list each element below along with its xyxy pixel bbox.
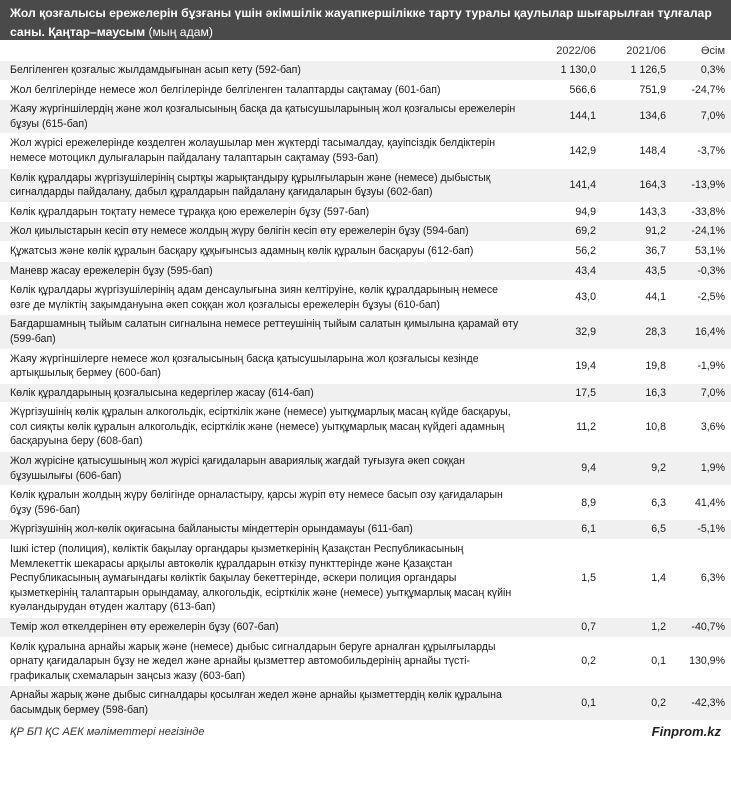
row-value-2022: 144,1 [569, 110, 596, 123]
row-value-2022: 69,2 [575, 225, 596, 238]
brand-logo: Finprom.kz [651, 724, 721, 740]
table-row [0, 686, 731, 720]
row-value-2021: 143,3 [639, 205, 666, 218]
column-header [0, 40, 731, 61]
row-value-2021: 10,8 [645, 420, 666, 433]
row-growth: 53,1% [694, 244, 725, 257]
table-body [0, 61, 731, 721]
row-value-2022: 0,2 [581, 655, 596, 668]
row-value-2022: 8,9 [581, 496, 596, 509]
row-value-2022: 0,1 [581, 696, 596, 709]
column-header-2021: 2021/06 [626, 44, 666, 57]
table-row [0, 61, 731, 81]
table-row [0, 540, 731, 618]
row-value-2021: 0,1 [651, 655, 666, 668]
row-value-2022: 43,0 [575, 291, 596, 304]
row-value-2022: 6,1 [581, 523, 596, 536]
column-header-2022: 2022/06 [556, 44, 596, 57]
table-row [0, 169, 731, 203]
title-text: Жол қозғалысы ережелерін бұзғаны үшін әкімшілік жауапкершілікке тарту туралы қаулылар шығарылған тұлғалар саны. Қаңтар–маусым [10, 6, 712, 39]
row-value-2022: 11,2 [576, 420, 596, 433]
row-growth: 16,4% [694, 325, 725, 338]
row-growth: 6,3% [700, 572, 725, 585]
row-label: Бағдаршамның тыйым салатын сигналына немесе реттеушінің тыйым салатын қимылына қарамай өту (599-бап) [10, 318, 519, 345]
table-row [0, 520, 731, 540]
row-value-2021: 43,5 [645, 264, 666, 277]
table-row [0, 315, 731, 349]
row-label: Көлік құралын жолдың жүру бөлігінде орналастыру, қарсы жүріп өту немесе басып озу қағидаларын бұзу (596-бап) [10, 489, 503, 516]
row-value-2022: 566,6 [569, 83, 596, 96]
row-value-2021: 36,7 [645, 244, 666, 257]
row-label: Белгіленген қозғалыс жылдамдығынан асып кету (592-бап) [10, 64, 301, 76]
row-growth: -13,9% [691, 178, 725, 191]
row-growth: -24,1% [691, 225, 725, 238]
table-row [0, 384, 731, 404]
table-row [0, 222, 731, 242]
row-label: Құжатсыз және көлік құралын басқару құқығынсыз адамның көлік құралын басқаруы (612-бап) [10, 244, 474, 257]
row-growth: -42,3% [691, 696, 725, 709]
row-value-2021: 44,1 [645, 291, 666, 304]
row-label: Темір жол өткелдерінен өту ережелерін бұзу (607-бап) [10, 621, 279, 633]
row-value-2021: 9,2 [651, 462, 666, 475]
table-row [0, 350, 731, 384]
row-label: Жол қиылыстарын кесіп өту немесе жолдың жүру бөлігін кесіп өту ережелерін бұзу (594-бап) [10, 225, 469, 238]
row-value-2022: 141,4 [569, 178, 596, 191]
row-label: Маневр жасау ережелерін бұзу (595-бап) [10, 264, 213, 277]
row-label: Арнайы жарық және дыбыс сигналдары қосылған жедел және арнайы қызметтердің көлік құралына басымдық бермеу (598-бап) [10, 689, 502, 716]
row-value-2021: 28,3 [645, 325, 666, 338]
row-label: Жаяу жүргіншілердің және жол қозғалысының басқа да қатысушыларының жол қозғалысы ережелерін бұзуы (615-бап) [10, 103, 516, 130]
row-label: Ішкі істер (полиция), көліктік бақылау органдары қызметкерінің Қазақстан Республикасының Мемлекеттік шекарасы арқылы автокөлік құралдарын өткізу пункттерінде және Қазақстан Республикасының аумағындағы көліктік бақылау бекеттерінде, әскери полиция органдары қызметкерінің талаптарын орындамау, алкогольдік, есірткілік және (немесе) уытқұмарлық масаң күйін куәландырудан өтуден жалтару (613-бап) [10, 543, 512, 614]
row-value-2022: 94,9 [575, 205, 596, 218]
table-row [0, 203, 731, 223]
row-label: Көлік құралдарын тоқтату немесе тұраққа қою ережелерін бұзу (597-бап) [10, 205, 370, 218]
title-unit: (мың адам) [145, 25, 213, 39]
row-value-2022: 32,9 [575, 325, 596, 338]
row-value-2021: 6,3 [651, 496, 666, 509]
table-row [0, 242, 731, 262]
row-value-2022: 1,5 [581, 572, 596, 585]
table-row [0, 262, 731, 282]
table-row [0, 618, 731, 638]
row-label: Жүргізушінің көлік құралын алкогольдік, есірткілік және (немесе) уытқұмарлық масаң күйде басқаруы, сол сияқты көлік құралын алкогольдік, есірткілік және (немесе) уытқұмарлық масаң күйдегі адамның басқаруына беру (608-бап) [10, 406, 511, 448]
row-value-2022: 19,4 [575, 359, 596, 372]
row-value-2022: 1 130,0 [560, 64, 596, 76]
row-label: Жаяу жүргіншілерге немесе жол қозғалысының басқа қатысушыларына жол қозғалысы кезінде артықшылық бермеу (600-бап) [10, 352, 479, 380]
table-title [0, 0, 731, 40]
row-growth: 7,0% [700, 110, 725, 123]
row-value-2021: 91,2 [645, 225, 666, 238]
table-row [0, 486, 731, 520]
row-growth: -2,5% [697, 291, 725, 304]
table-row [0, 452, 731, 486]
row-growth: 41,4% [694, 496, 725, 509]
row-growth: -0,3% [697, 264, 725, 277]
row-value-2021: 1 126,5 [630, 64, 666, 76]
row-value-2021: 19,8 [645, 359, 666, 372]
row-label: Жол жүрісіне қатысушының жол жүрісі қағидаларын авариялық жағдай туғызуға әкеп соққан бұзушылығы (606-бап) [10, 455, 465, 482]
row-growth: -3,7% [697, 144, 725, 157]
table-row [0, 638, 731, 687]
row-label: Көлік құралдары жүргізушілерінің адам денсаулығына зиян келтіруіне, көлік құралдарының немесе өзге де мүліктің зақымдануына әкеп соққан жол қозғалысы ережелерін бұзуы (610-бап) [10, 284, 499, 311]
table-row [0, 281, 731, 315]
row-value-2021: 1,4 [651, 572, 666, 585]
row-value-2022: 9,4 [581, 462, 596, 475]
column-header-growth: Өсім [700, 44, 725, 57]
row-growth: 1,9% [700, 462, 725, 475]
row-growth: 3,6% [700, 420, 725, 433]
row-label: Жүргізушінің жол-көлік оқиғасына байланысты міндеттерін орындамауы (611-бап) [10, 523, 413, 536]
row-value-2021: 134,6 [639, 110, 666, 123]
row-value-2021: 1,2 [651, 621, 666, 633]
row-growth: -40,7% [691, 621, 725, 633]
row-label: Жол жүрісі ережелерінде көзделген жолаушылар мен жүктерді тасымалдау, қауіпсіздік белдіктерін немесе мотоцикл дулығаларын пайдалану талаптарын сақтамау (593-бап) [10, 137, 496, 164]
row-label: Көлік құралына арнайы жарық және (немесе) дыбыс сигналдарын беруге арналған құрылғыларды орнату қағидаларын бұзу не жедел және арнайы қызметтер автомобильдерінің арнайы түсті-графикалық схемаларын заңсыз жазу (603-бап) [10, 640, 496, 682]
row-value-2021: 6,5 [651, 523, 666, 536]
row-value-2022: 142,9 [569, 144, 596, 157]
row-growth: -33,8% [691, 205, 725, 218]
row-value-2022: 17,5 [575, 386, 596, 399]
row-growth: -5,1% [697, 523, 725, 536]
row-value-2022: 56,2 [575, 244, 596, 257]
source-note: ҚР БП ҚС АЕК мәліметтері негізінде [10, 725, 205, 738]
table-row [0, 81, 731, 101]
footer [0, 721, 731, 743]
row-value-2021: 0,2 [651, 696, 666, 709]
table-row [0, 403, 731, 452]
row-label: Жол белгілерінде немесе жол белгілерінде белгіленген талаптарды сақтамау (601-бап) [10, 83, 441, 96]
row-label: Көлік құралдарының қозғалысына кедергілер жасау (614-бап) [10, 386, 314, 399]
row-label: Көлік құралдары жүргізушілерінің сыртқы жарықтандыру құрылғыларын және (немесе) дыбыстық сигналдарды пайдалану, дабыл құралдарын пайдалану қағидаларын бұзуы (602-бап) [10, 171, 491, 199]
table-row [0, 134, 731, 168]
row-growth: -24,7% [691, 83, 725, 96]
table-row [0, 100, 731, 134]
row-value-2022: 0,7 [581, 621, 596, 633]
row-growth: -1,9% [697, 359, 725, 372]
row-value-2021: 16,3 [645, 386, 666, 399]
row-growth: 7,0% [700, 386, 725, 399]
row-growth: 0,3% [700, 64, 725, 76]
row-growth: 130,9% [689, 655, 725, 668]
row-value-2021: 164,3 [639, 178, 666, 191]
row-value-2022: 43,4 [575, 264, 596, 277]
row-value-2021: 751,9 [639, 83, 666, 96]
row-value-2021: 148,4 [639, 144, 666, 157]
